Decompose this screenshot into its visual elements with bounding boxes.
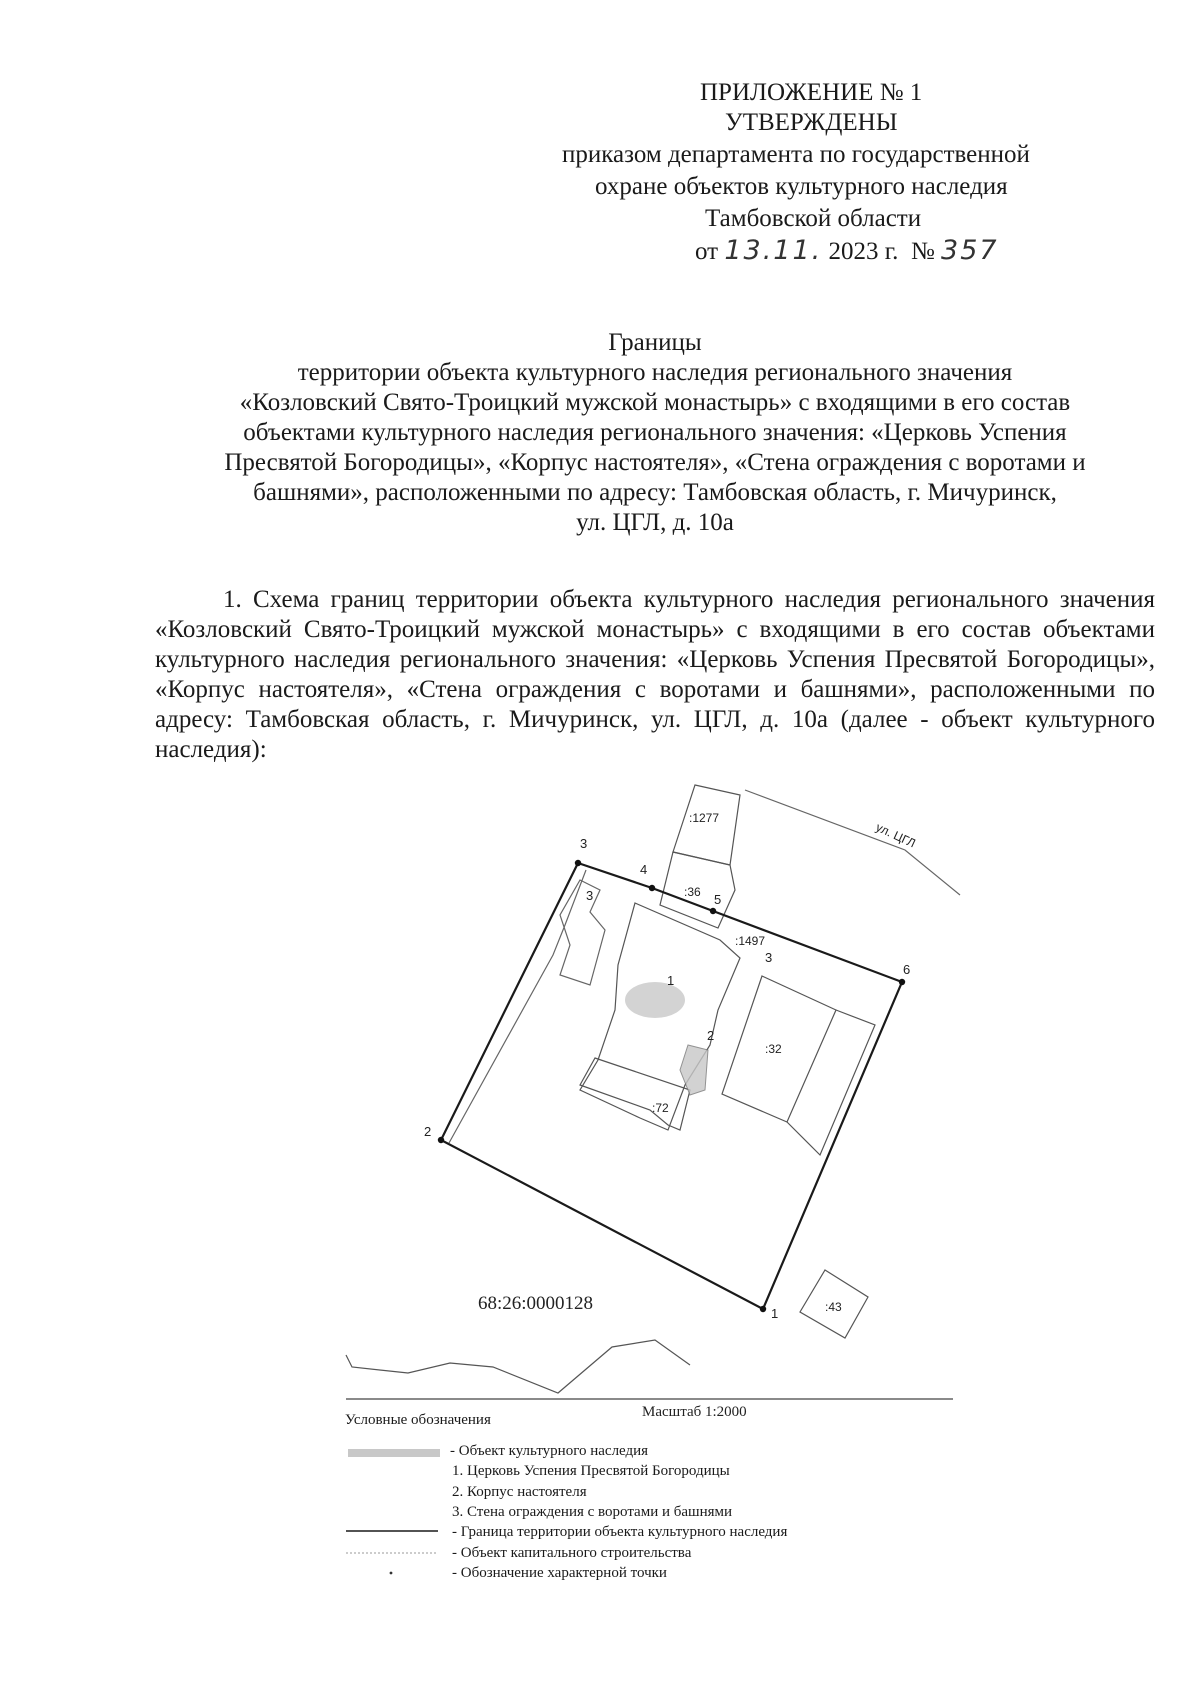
title-line-6: башнями», расположенными по адресу: Тамбовская область, г. Мичуринск,: [253, 479, 1057, 506]
approved-label: УТВЕРЖДЕНЫ: [725, 109, 898, 136]
legend-point: - Обозначение характерной точки: [452, 1565, 667, 1581]
street-edge: [745, 790, 960, 895]
point-1-marker: [760, 1306, 766, 1312]
parcel-36-label: :36: [684, 885, 701, 899]
order-line-3: Тамбовской области: [705, 205, 922, 232]
legend-heritage-swatch: [348, 1449, 440, 1457]
handwritten-number: 357: [941, 235, 999, 266]
point-5-label: 5: [714, 892, 722, 907]
parcel-32-fence: [787, 1010, 875, 1155]
legend-item-2: 2. Корпус настоятеля: [452, 1484, 587, 1500]
point-1-label: 1: [771, 1306, 779, 1321]
heritage-territory-boundary: [441, 863, 902, 1309]
church-heritage-hatch: [625, 982, 685, 1018]
number-sign: №: [910, 238, 935, 265]
object-1-number: 1: [667, 973, 675, 988]
legend-capital: - Объект капитального строительства: [452, 1545, 692, 1561]
date-year: 2023 г.: [828, 238, 899, 265]
parcel-1277-label: :1277: [689, 811, 720, 825]
object-3-number-a: 3: [586, 888, 594, 903]
point-3-label: 3: [580, 836, 588, 851]
title-line-5: Пресвятой Богородицы», «Корпус настоятеля», «Стена ограждения с воротами и: [224, 449, 1086, 476]
handwritten-date: 13.11.: [724, 235, 823, 266]
legend-heritage: - Объект культурного наследия: [450, 1443, 649, 1459]
wall-tower-shape: [560, 880, 605, 985]
point-6-marker: [899, 979, 905, 985]
legend-title: Условные обозначения: [345, 1412, 491, 1428]
legend-item-1: 1. Церковь Успения Пресвятой Богородицы: [452, 1463, 730, 1479]
parcel-1277: [673, 785, 740, 865]
terrain-line: [346, 1340, 690, 1393]
parcel-72-label: :72: [652, 1101, 669, 1115]
title-line-4: объектами культурного наследия регионального значения: «Церковь Успения: [243, 419, 1067, 446]
street-label: ул. ЦГЛ: [873, 820, 918, 851]
cadastral-quarter-label: 68:26:0000128: [478, 1293, 594, 1314]
legend-item-3: 3. Стена ограждения с воротами и башнями: [452, 1504, 733, 1520]
order-line-1: приказом департамента по государственной: [562, 141, 1030, 168]
point-2-label: 2: [424, 1124, 432, 1139]
enclosure-wall: [449, 870, 586, 1143]
parcel-32-label: :32: [765, 1042, 782, 1056]
date-prefix: от: [695, 238, 719, 265]
object-3-number-b: 3: [765, 950, 773, 965]
point-5-marker: [710, 908, 716, 914]
point-2-marker: [438, 1137, 444, 1143]
legend-boundary: - Граница территории объекта культурного наследия: [452, 1524, 788, 1540]
scheme-paragraph: 1. Схема границ территории объекта культурного наследия регионального значения «Козловский Свято-Троицкий мужской монастырь» с входящими в его состав объектами культурного наследия регионального значения: «Церковь Успения Пресвятой Богородицы», «Корпус настоятеля», «Стена ограждения с воротами и башнями», расположенными по адресу: Тамбовская область, г. Мичуринск, ул. ЦГЛ, д. 10а (далее - объект культурного наследия):: [155, 586, 1155, 763]
point-4-marker: [649, 885, 655, 891]
title-line-7: ул. ЦГЛ, д. 10а: [576, 509, 734, 536]
object-2-number: 2: [707, 1028, 715, 1043]
parcel-43-label: :43: [825, 1300, 842, 1314]
point-4-label: 4: [640, 862, 648, 877]
order-line-2: охране объектов культурного наследия: [595, 173, 1008, 200]
title-line-2: территории объекта культурного наследия регионального значения: [297, 359, 1013, 386]
point-3-marker: [575, 860, 581, 866]
scale-label: Масштаб 1:2000: [642, 1404, 747, 1420]
point-6-label: 6: [903, 962, 911, 977]
title-line-1: Границы: [608, 329, 702, 356]
appendix-number: ПРИЛОЖЕНИЕ № 1: [700, 79, 923, 106]
parcel-1497-label: :1497: [735, 934, 766, 948]
annex-72: [580, 1058, 690, 1130]
legend-point-symbol: [390, 1572, 393, 1575]
title-line-3: «Козловский Свято-Троицкий мужской монастырь» с входящими в его состав: [239, 389, 1071, 416]
